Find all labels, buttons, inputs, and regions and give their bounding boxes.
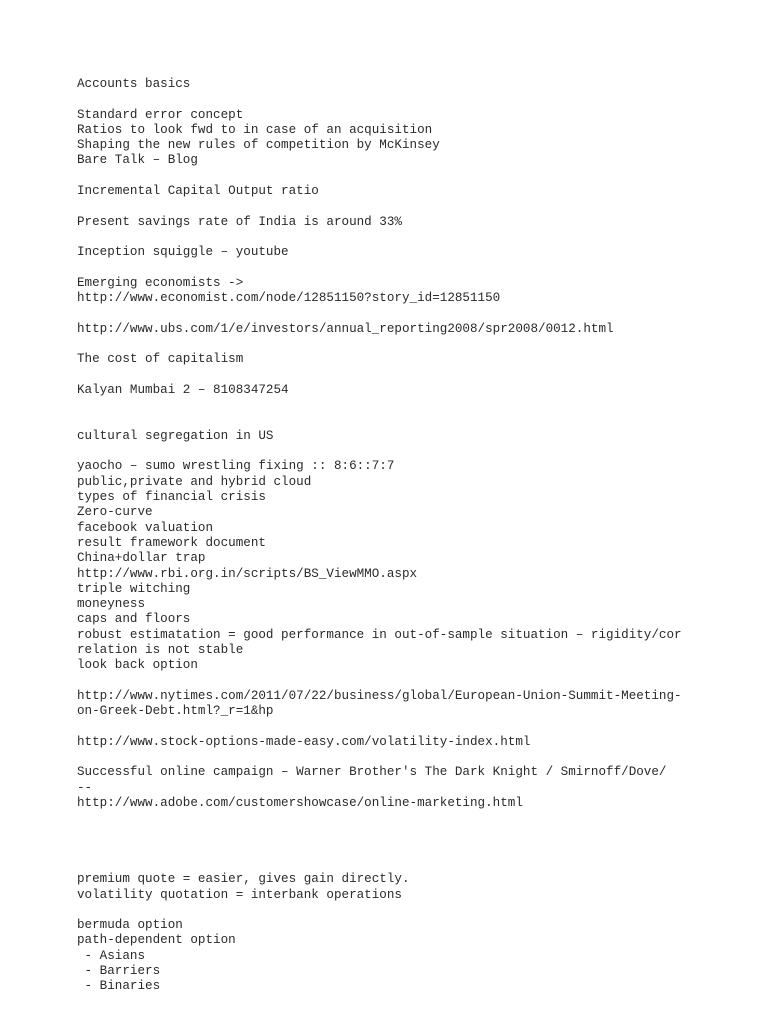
text-line: look back option	[77, 658, 198, 673]
text-line: yaocho – sumo wrestling fixing :: 8:6::7:7	[77, 459, 395, 474]
text-line: facebook valuation	[77, 520, 214, 535]
url-line: on-Greek-Debt.html?_r=1&hp	[77, 704, 274, 719]
text-line: Bare Talk – Blog	[77, 153, 198, 168]
url-line: http://www.nytimes.com/2011/07/22/business/global/European-Union-Summit-Meeting-	[77, 688, 682, 703]
text-line: Incremental Capital Output ratio	[77, 184, 319, 199]
text-line: triple witching	[77, 581, 191, 596]
text-line: China+dollar trap	[77, 551, 206, 566]
text-line: Accounts basics	[77, 77, 191, 91]
url-line: http://www.rbi.org.in/scripts/BS_ViewMMO.aspx	[77, 566, 418, 581]
text-line: Emerging economists ->	[77, 275, 244, 290]
text-line: Standard error concept	[77, 107, 244, 122]
text-line: volatility quotation = interbank operations	[77, 887, 402, 902]
text-line: types of financial crisis	[77, 490, 266, 505]
list-item: - Binaries	[77, 979, 161, 994]
text-line: moneyness	[77, 597, 146, 612]
text-line: robust estimatation = good performance in out-of-sample situation – rigidity/cor	[77, 627, 682, 642]
text-line: Kalyan Mumbai 2 – 8108347254	[77, 382, 289, 397]
text-line: relation is not stable	[77, 642, 244, 657]
text-line: public,private and hybrid cloud	[77, 474, 312, 489]
text-line: bermuda option	[77, 918, 183, 933]
text-line: premium quote = easier, gives gain directly.	[77, 872, 410, 887]
text-line: result framework document	[77, 535, 266, 550]
text-line: Successful online campaign – Warner Brother's The Dark Knight / Smirnoff/Dove/	[77, 765, 667, 780]
list-item: - Barriers	[77, 964, 161, 979]
text-line: caps and floors	[77, 612, 191, 627]
text-line: Inception squiggle – youtube	[77, 245, 289, 260]
text-line: Zero-curve	[77, 505, 153, 520]
text-line: path-dependent option	[77, 933, 236, 948]
text-line: --	[77, 780, 93, 795]
url-line: http://www.ubs.com/1/e/investors/annual_reporting2008/spr2008/0012.html	[77, 321, 614, 336]
text-line: The cost of capitalism	[77, 352, 244, 367]
url-line: http://www.adobe.com/customershowcase/online-marketing.html	[77, 795, 523, 810]
list-item: - Asians	[77, 948, 146, 963]
url-line: http://www.stock-options-made-easy.com/volatility-index.html	[77, 734, 531, 749]
text-line: cultural segregation in US	[77, 428, 274, 443]
text-line: Shaping the new rules of competition by McKinsey	[77, 138, 440, 153]
text-line: Present savings rate of India is around 33%	[77, 214, 402, 229]
text-line: Ratios to look fwd to in case of an acquisition	[77, 122, 433, 137]
url-line: http://www.economist.com/node/12851150?story_id=12851150	[77, 291, 501, 306]
